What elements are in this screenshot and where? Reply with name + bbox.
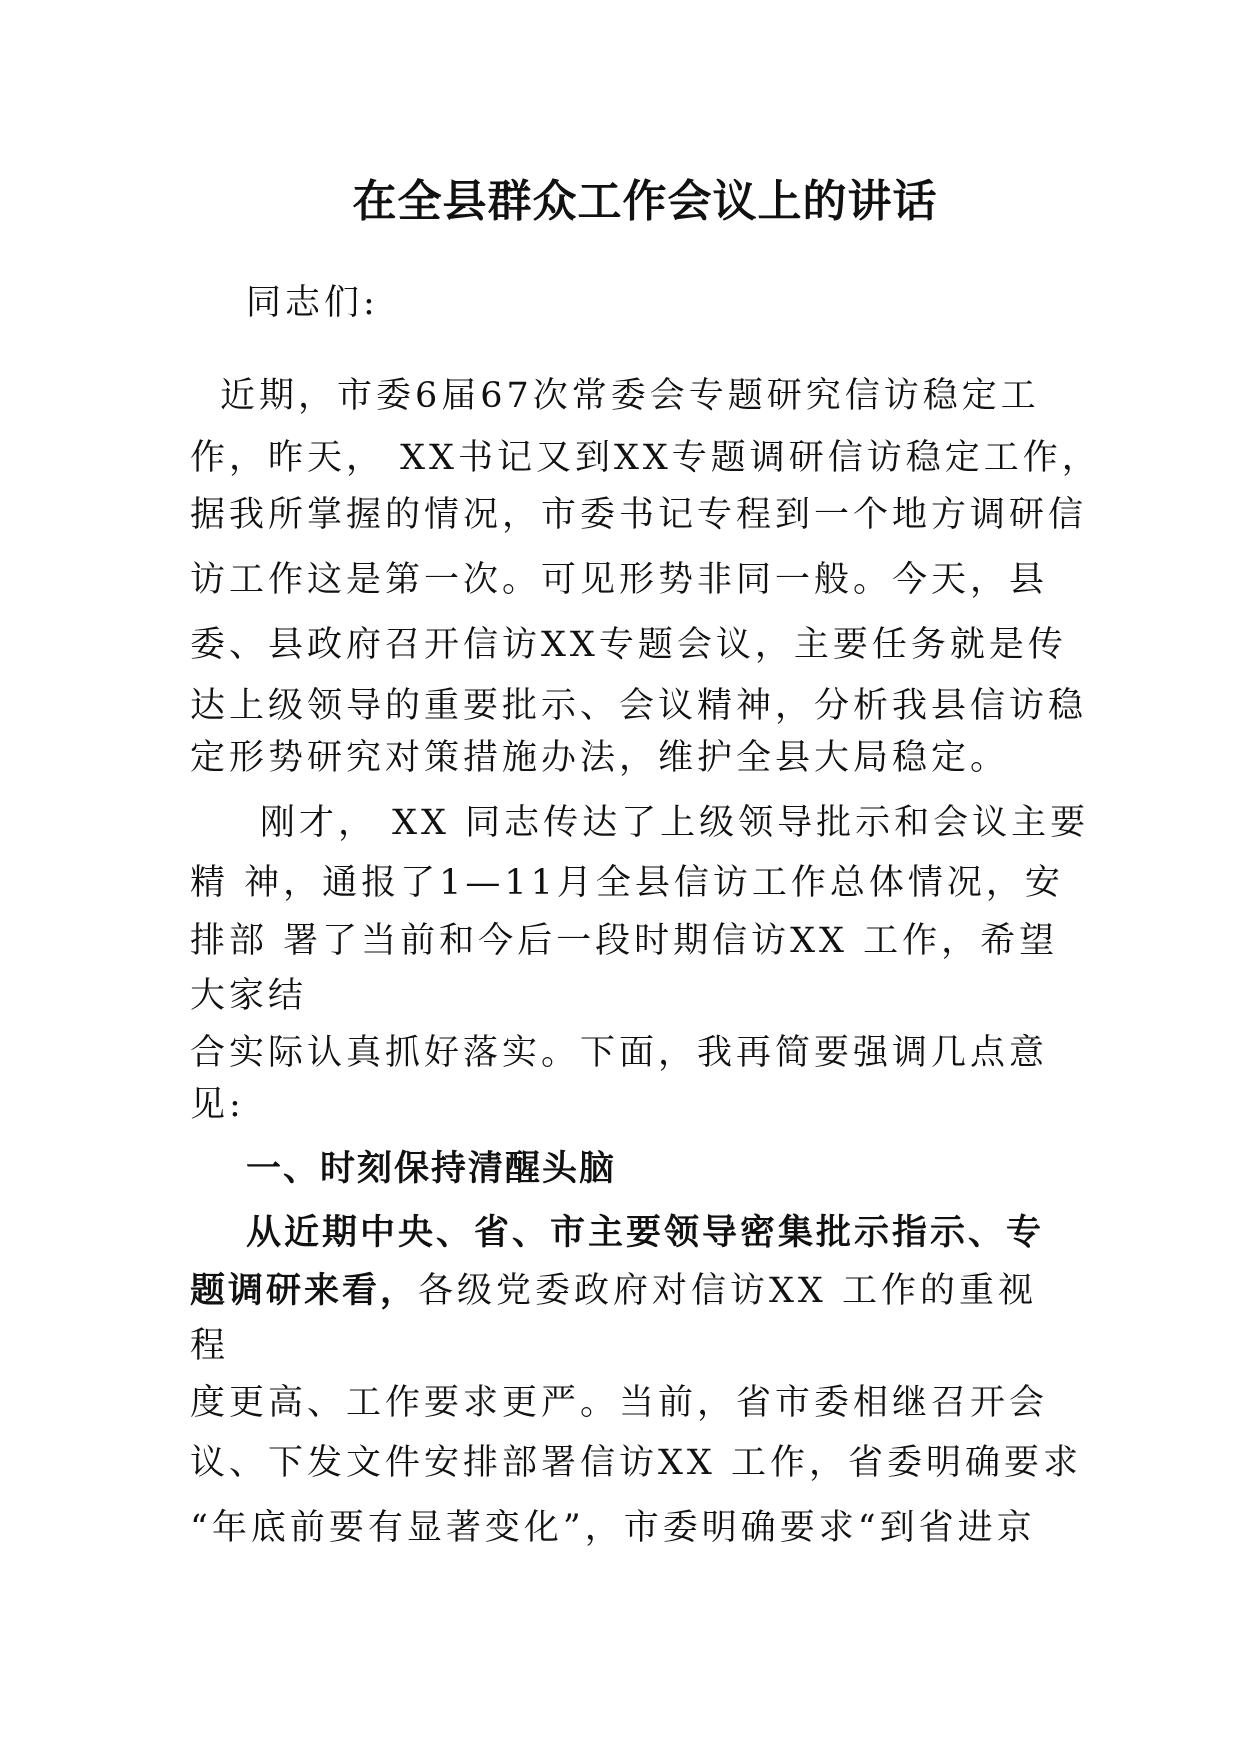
- para3-line2-bold: 题调研来看，: [190, 1271, 419, 1311]
- para3-line4: 度更高、工作要求更严。当前，省市委相继召开会: [190, 1383, 1049, 1423]
- para2-line4: 大家结: [190, 976, 308, 1016]
- para1-line2: 作，昨天， XX书记又到XX专题调研信访稳定工作，: [190, 438, 1101, 478]
- para3-line2: [190, 1268, 1037, 1314]
- para1-line6: 达上级领导的重要批示、会议精神，分析我县信访稳: [190, 686, 1088, 726]
- para2-line1: 刚才， XX 同志传达了上级领导批示和会议主要: [260, 803, 1090, 843]
- para1-line1: 近期，市委6届67次常委会专题研究信访稳定工: [220, 376, 1040, 416]
- para2-line5: 合实际认真抓好落实。下面，我再简要强调几点意: [190, 1033, 1049, 1073]
- para1-line3: 据我所掌握的情况，市委书记专程到一个地方调研信: [190, 495, 1088, 535]
- para3-line2-rest: 各级党委政府对信访XX 工作的重视: [418, 1271, 1037, 1311]
- document-title: 在全县群众工作会议上的讲话: [352, 176, 938, 227]
- para3-line3: 程: [190, 1326, 230, 1366]
- salutation: 同志们:: [246, 283, 379, 323]
- para1-line5: 委、县政府召开信访XX专题会议，主要任务就是传: [190, 625, 1067, 665]
- para3-line1-bold: 从近期中央、省、市主要领导密集批示指示、专: [246, 1213, 1045, 1253]
- para2-line2: 精 神，通报了1—11月全县信访工作总体情况，安: [190, 863, 1064, 903]
- para1-line7: 定形势研究对策措施办法，维护全县大局稳定。: [190, 738, 1010, 778]
- para2-line3: 排部 署了当前和今后一段时期信访XX 工作，希望: [190, 921, 1059, 961]
- para1-line4: 访工作这是第一次。可见形势非同一般。今天，县: [190, 560, 1049, 600]
- section-heading-1: 一、时刻保持清醒头脑: [246, 1149, 617, 1189]
- para3-line6: “年底前要有显著变化”，市委明确要求“到省进京: [190, 1508, 1036, 1548]
- para2-line6: 见:: [190, 1085, 245, 1125]
- para3-line5: 议、下发文件安排部署信访XX 工作，省委明确要求: [190, 1443, 1082, 1483]
